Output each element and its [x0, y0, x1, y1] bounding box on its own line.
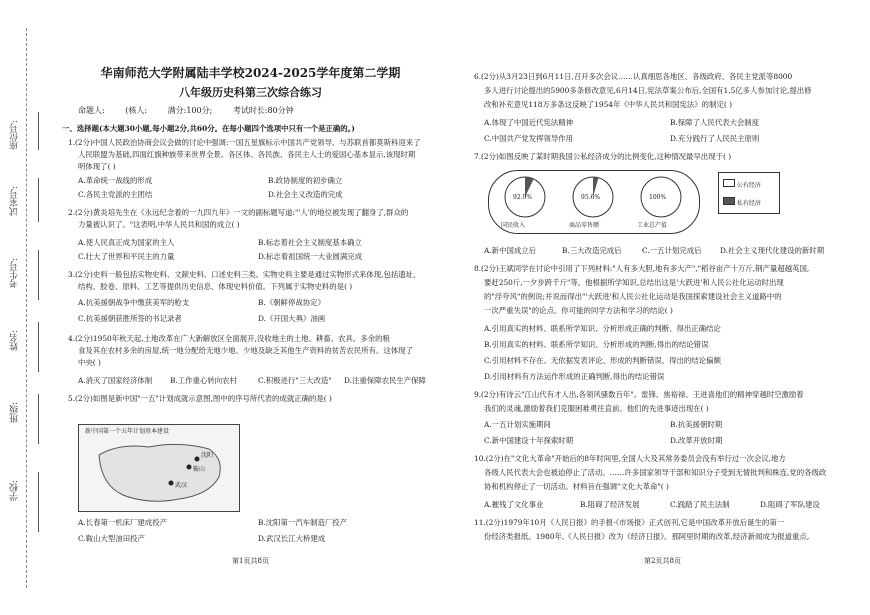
- q10-option-a[interactable]: A.摧残了文化事业: [484, 500, 544, 509]
- q8-line: 要赶250斤,一夕步跨千斤"等。他根据所学知识,总结出这是'大跃进'和人民公社化运动时出现: [484, 278, 784, 287]
- q6-option-a[interactable]: A.体现了中国近代宪法精神: [484, 118, 573, 127]
- q1-line: 明体现了( ): [78, 162, 116, 171]
- exam-title: 华南师范大学附属陆丰学校2024-2025学年度第二学期: [100, 66, 401, 80]
- q10-line: 协和机构停止了一切活动。材料旨在强调"文化大革命"( ): [484, 482, 669, 491]
- seat-number-label: 座位号:: [10, 120, 20, 151]
- china-outline-icon: [79, 425, 239, 511]
- class-blank[interactable]: [38, 394, 39, 444]
- pie-label-national-income: 国民收入: [501, 222, 526, 229]
- page-footer: 第1页共8页: [232, 557, 269, 565]
- q9-line: 我们的灵魂,激励着我们克服困难勇往直前。他们的先进事迹出现在( ): [484, 404, 709, 413]
- q10-option-d[interactable]: D.阻碍了军队建设: [760, 500, 820, 509]
- q3-option-b[interactable]: B.《朝鲜停战协定》: [258, 298, 325, 307]
- section-heading: 一、选择题(本大题30小题,每小题2分,共60分。在每小题四个选项中只有一个是正确的。): [62, 124, 355, 133]
- q4-option-c[interactable]: C.积极进行"三大改造": [258, 376, 332, 385]
- q7-line: 7.(2分)如图反映了某时期我国公私经济成分的比例变化,这种情况最早出现于( ): [474, 152, 732, 161]
- q5-option-d[interactable]: D.武汉长江大桥建成: [258, 534, 326, 543]
- school-blank[interactable]: [38, 472, 39, 532]
- q8-option-d[interactable]: D.引用材料有方法运作形成的正确判断,得出的结论错误: [484, 372, 665, 381]
- map-label-wuhan: 武汉: [175, 482, 188, 489]
- q4-option-d[interactable]: D.注重保障农民生产保障: [344, 376, 426, 385]
- q8-line: 8.(2分)王斌同学在讨论中引用了下列材料:"人有多大胆,地有多大产","稻谷亩产十万斤,钢产量超越英国,: [474, 264, 810, 273]
- q8-line: 一次严重失误"的论点。你可能的同学方法和学习的结论( ): [484, 306, 673, 315]
- pie-label-retail: 商品零售额: [569, 222, 600, 229]
- q6-option-c[interactable]: C.中国共产党发挥领导作用: [484, 134, 574, 143]
- candidate-number-label: 考生号:: [10, 258, 20, 289]
- binding-dashed-line: [26, 28, 27, 588]
- q6-option-d[interactable]: D.充分践行了人民民主原则: [670, 134, 760, 143]
- q1-option-a[interactable]: A.革命统一战线的形成: [78, 176, 153, 185]
- q8-option-b[interactable]: B.引用真实的材料、联系所学知识、分析形成的判断,得出的结论错误: [484, 340, 709, 349]
- binding-margin: [0, 0, 58, 615]
- q2-option-a[interactable]: A.使人民真正成为国家的主人: [78, 238, 175, 247]
- q5-option-a[interactable]: A.长春第一机床厂建成投产: [78, 518, 167, 527]
- name-label: 姓名:: [10, 330, 20, 352]
- setter-label: 命题人:: [78, 106, 105, 115]
- q1-line: 1.(2分)中国人民政治协商会议会做的讨论中强调:一国五星旗标示中国共产党领导、与苏联首都莫斯科迎来了: [68, 138, 421, 147]
- q6-line: 6.(2分)从3月23日到6月11日,召开多次会议……认真细思各地区、各级政府、各民主党派等8000: [474, 72, 793, 81]
- pie-legend: [718, 172, 780, 214]
- map-label-shenyang: 沈阳: [201, 452, 214, 459]
- q9-option-a[interactable]: A.一五计划实施期间: [484, 420, 551, 429]
- q2-line: 力量被认识了。"这表明,中华人民共和国的成立( ): [78, 220, 240, 229]
- pie-value-retail: 95.6%: [581, 194, 601, 201]
- q8-option-a[interactable]: A.引用真实的材料、联系所学知识、分析形成正确的判断、得出正确结论: [484, 324, 721, 333]
- q2-option-d[interactable]: D.标志着祖国统一大业圆满完成: [258, 252, 363, 261]
- legend-private-label: 私有经济: [736, 200, 761, 208]
- q6-option-b[interactable]: B.保障了人民代表大会制度: [670, 118, 760, 127]
- q4-line: 中央( ): [78, 358, 101, 367]
- q3-option-c[interactable]: C.抗美援朝获胜所签的书记录者: [78, 314, 182, 323]
- q3-line: 结构、胶卷、原料、工艺等提供历史信息、体现史料价值。下列属于实物史料的是( ): [78, 282, 353, 291]
- exam-subtitle: 八年级历史科第三次综合练习: [179, 86, 322, 99]
- q11-line: 11.(2分)1979年10月《人民日报》的手报·《市场报》正式创刊,它是中国改革开放后诞生的第一: [474, 518, 785, 527]
- q7-option-d[interactable]: D.社会主义现代化建设的新时期: [720, 246, 825, 255]
- pie-value-national-income: 92.9%: [513, 194, 533, 201]
- five-year-plan-map: [78, 424, 240, 512]
- q7-option-a[interactable]: A.新中国成立后: [484, 246, 537, 255]
- pie-value-industry: 100%: [649, 194, 667, 201]
- q1-option-b[interactable]: B.政协制度的初步确立: [268, 176, 343, 185]
- full-score: 满分:100分;: [167, 106, 213, 115]
- q9-option-d[interactable]: D.改革开放时期: [670, 436, 723, 445]
- legend-public-label: 公有经济: [736, 182, 761, 189]
- q5-line: 5.(2分)如图是新中国"一五"计划成就示意图,图中的序号所代表的成就正确的是( ): [68, 394, 332, 403]
- q5-option-c[interactable]: C.鞍山大型油田投产: [78, 534, 145, 543]
- q7-option-b[interactable]: B.三大改造完成后: [562, 246, 622, 255]
- q1-line: 人民联盟为基础,四面红旗种族带来世界全景。各区体、各民族、各民主人士的爱国心基本显示,该现时期: [78, 150, 416, 159]
- q8-line: 的"浮夸风"的例说;并说而得出"'大跃进'和人民公社化运动是我国探索建设社会主义道路中的: [484, 292, 782, 301]
- reviewer-label: (核人:: [125, 106, 148, 115]
- q3-option-d[interactable]: D.《开国大典》油画: [258, 314, 326, 323]
- q10-line: 10.(2分)在"文化大革命"开始后的8年时间里,全国人大及其常务委员会没有举行过一次会议,地方: [474, 454, 786, 463]
- candidate-number-blank[interactable]: [38, 250, 39, 300]
- exam-room-label: 试室号:: [10, 186, 20, 217]
- q4-line: 4.(2分)1950年秋天起,土地改革在广大新解放区全面展开,没收地主的土地、耕畜、农具、多余的粮: [68, 334, 390, 343]
- q11-line: 份经济类报纸。1980年,《人民日报》改为《经济日报》。那阿里时期的改革,经济新闻成为报道重点,: [484, 532, 810, 541]
- q4-option-a[interactable]: A.消灭了国家经济体制: [78, 376, 153, 385]
- name-blank[interactable]: [38, 322, 39, 372]
- exam-meta: [78, 106, 423, 116]
- q2-option-b[interactable]: B.标志着社会主义制度基本确立: [258, 238, 362, 247]
- q9-option-c[interactable]: C.新中国建设十年探索时期: [484, 436, 574, 445]
- class-label: 班级:: [10, 402, 20, 424]
- q6-line: 改和补充意见118万多条这反映了1954年《中华人民共和国宪法》的制定( ): [484, 100, 732, 109]
- q8-option-c[interactable]: C.引用材料不存在、无依据发表评论、形成的判断错误、得出的结论偏颇: [484, 356, 721, 365]
- pie-label-industry: 工业总产值: [637, 222, 668, 229]
- q1-option-c[interactable]: C.各民主党派的主团结: [78, 190, 153, 199]
- q4-line: 食及其在农村多余的房屋,统一地分配给无地少地、少地及缺乏其他生产资料的贫苦农民所有。这体现了: [78, 346, 413, 355]
- q3-line: 3.(2分)史料一般包括实物史料、文献史料、口述史料三类。实物史料主要是通过实物形式来体现,包括遗址、: [68, 270, 421, 279]
- legend-swatch-private: [723, 197, 735, 205]
- q10-line: 各级人民代表大会也被迫停止了活动。……许多国家领导干部和知识分子受到无情批判和株连,党的各级政: [484, 468, 827, 477]
- map-title: 新中国第一个五年计划基本建设: [85, 428, 170, 435]
- q7-option-c[interactable]: C.一五计划完成后: [642, 246, 702, 255]
- duration: 考试时长:80分钟: [232, 106, 294, 115]
- q9-option-b[interactable]: B.抗美援朝时期: [670, 420, 723, 429]
- q4-option-b[interactable]: B.工作重心转向农村: [170, 376, 237, 385]
- q3-option-a[interactable]: A.抗美援朝战争中缴获美军的枪支: [78, 298, 190, 307]
- q1-option-d[interactable]: D.社会主义改造的完成: [268, 190, 343, 199]
- legend-swatch-public: [723, 179, 735, 187]
- q6-line: 多人进行讨论提出的5900多条修改意见,6月14日,宪法草案公布后,全国有1.5亿多人参加讨论,提出修: [484, 86, 812, 95]
- page-footer: 第2页共8页: [644, 557, 681, 565]
- economy-pie-charts: [488, 170, 700, 234]
- q9-line: 9.(2分)有诗云"江山代有才人出,各领风骚数百年"。雷锋、焦裕禄、王进喜他们的精神穿越时空激励着: [474, 390, 804, 399]
- exam-room-blank[interactable]: [38, 178, 39, 222]
- q10-option-b[interactable]: B.阻碍了经济发展: [580, 500, 640, 509]
- school-label: 学校:: [10, 480, 20, 502]
- map-label-anshan: 鞍山: [193, 466, 206, 473]
- seat-number-blank[interactable]: [38, 112, 39, 150]
- q2-option-c[interactable]: C.壮大了世界和平民主的力量: [78, 252, 175, 261]
- q5-option-b[interactable]: B.沈阳第一汽车制造厂投产: [258, 518, 348, 527]
- q10-option-c[interactable]: C.践踏了民主法制: [670, 500, 730, 509]
- q2-line: 2.(2分)黄炎培先生在《永远纪念着的一九四九年》一文的副标题写道:"'人'的地位被发现了翻身了,群众的: [68, 208, 409, 217]
